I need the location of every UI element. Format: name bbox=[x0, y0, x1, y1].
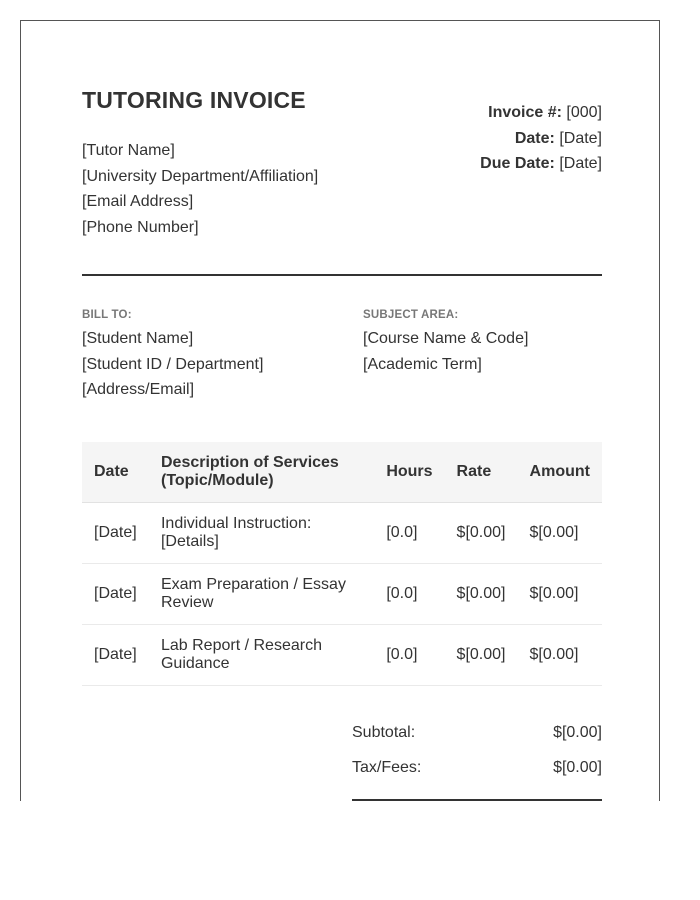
header-hours: Hours bbox=[374, 442, 444, 503]
header-description: Description of Services (Topic/Module) bbox=[149, 442, 374, 503]
invoice-page bbox=[20, 20, 660, 801]
bill-to-lines bbox=[82, 326, 263, 403]
row-date: [Date] bbox=[82, 625, 149, 686]
header-amount: Amount bbox=[518, 442, 602, 503]
subject-area-label: SUBJECT AREA: bbox=[363, 309, 459, 321]
invoice-number-label: Invoice #: bbox=[488, 104, 562, 121]
header-rate: Rate bbox=[445, 442, 518, 503]
invoice-date-row bbox=[480, 126, 602, 152]
header-date: Date bbox=[82, 442, 149, 503]
row-date: [Date] bbox=[82, 503, 149, 564]
bill-to-label: BILL TO: bbox=[82, 309, 132, 321]
table-row bbox=[82, 625, 602, 686]
subject-area-section bbox=[363, 308, 528, 377]
row-date: [Date] bbox=[82, 564, 149, 625]
row-description: Lab Report / Research Guidance bbox=[149, 625, 374, 686]
row-hours: [0.0] bbox=[374, 625, 444, 686]
row-rate: $[0.00] bbox=[445, 625, 518, 686]
subject-area-line: [Academic Term] bbox=[363, 355, 482, 373]
header-divider bbox=[82, 274, 602, 276]
invoice-date-label: Date: bbox=[514, 129, 555, 147]
invoice-date-value: [Date] bbox=[559, 129, 602, 147]
table-row bbox=[82, 503, 602, 564]
row-amount: $[0.00] bbox=[518, 564, 602, 625]
bill-to-line: [Student ID / Department] bbox=[82, 355, 264, 373]
invoice-due-label: Due Date: bbox=[480, 155, 555, 172]
tax-value: $[0.00] bbox=[553, 759, 602, 776]
row-description: Individual Instruction: [Details] bbox=[149, 503, 374, 564]
subtotal-label: Subtotal: bbox=[352, 724, 416, 741]
subtotal-row bbox=[352, 723, 602, 758]
tutor-info bbox=[82, 138, 318, 241]
tutor-email: [Email Address] bbox=[82, 193, 194, 211]
invoice-title: TUTORING INVOICE bbox=[82, 87, 306, 113]
invoice-number-row bbox=[480, 100, 602, 126]
row-amount: $[0.00] bbox=[518, 503, 602, 564]
invoice-meta bbox=[480, 100, 602, 177]
totals-section bbox=[352, 723, 602, 801]
tutor-phone: [Phone Number] bbox=[82, 219, 199, 237]
bill-to-line: [Address/Email] bbox=[82, 381, 195, 398]
services-table bbox=[82, 442, 602, 686]
totals-divider bbox=[352, 799, 602, 801]
invoice-number-value: [000] bbox=[566, 104, 602, 121]
row-hours: [0.0] bbox=[374, 564, 444, 625]
row-amount: $[0.00] bbox=[518, 625, 602, 686]
invoice-due-row bbox=[480, 151, 602, 177]
bill-to-section bbox=[82, 308, 263, 403]
tutor-name: [Tutor Name] bbox=[82, 142, 175, 159]
table-header-row bbox=[82, 442, 602, 503]
row-description: Exam Preparation / Essay Review bbox=[149, 564, 374, 625]
subject-area-line: [Course Name & Code] bbox=[363, 330, 529, 347]
table-row bbox=[82, 564, 602, 625]
invoice-due-value: [Date] bbox=[559, 155, 602, 172]
subject-area-lines bbox=[363, 326, 528, 377]
tutor-affiliation: [University Department/Affiliation] bbox=[82, 167, 319, 185]
row-rate: $[0.00] bbox=[445, 564, 518, 625]
tax-label: Tax/Fees: bbox=[352, 759, 422, 776]
row-hours: [0.0] bbox=[374, 503, 444, 564]
subtotal-value: $[0.00] bbox=[553, 724, 602, 741]
tax-row bbox=[352, 758, 602, 793]
bill-to-line: [Student Name] bbox=[82, 330, 194, 347]
row-rate: $[0.00] bbox=[445, 503, 518, 564]
